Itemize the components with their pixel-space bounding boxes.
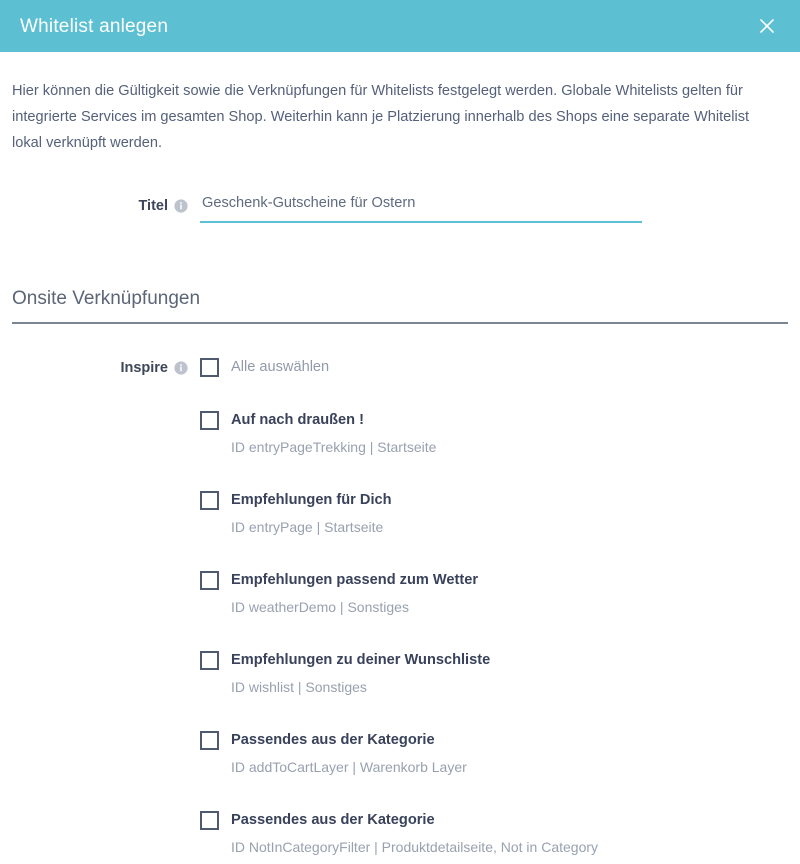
select-all-checkbox[interactable] <box>200 358 219 377</box>
list-item <box>200 570 788 617</box>
list-item-row[interactable] <box>200 490 788 510</box>
item-checkbox[interactable] <box>200 411 219 430</box>
inspire-label-text: Inspire <box>120 360 168 376</box>
list-item <box>200 410 788 457</box>
item-checkbox[interactable] <box>200 811 219 830</box>
item-checkbox[interactable] <box>200 571 219 590</box>
list-item-row[interactable] <box>200 650 788 670</box>
list-item <box>200 650 788 697</box>
section-divider <box>12 322 788 324</box>
inspire-checkbox-list <box>200 357 788 857</box>
item-checkbox[interactable] <box>200 731 219 750</box>
info-icon[interactable] <box>174 199 188 213</box>
item-label: Empfehlungen für Dich <box>231 492 392 508</box>
item-label: Empfehlungen zu deiner Wunschliste <box>231 652 491 668</box>
list-item <box>200 810 788 857</box>
title-field-label <box>12 192 200 219</box>
item-label: Empfehlungen passend zum Wetter <box>231 572 479 588</box>
item-meta: ID wishlist | Sonstiges <box>231 679 367 695</box>
modal-body <box>0 52 800 857</box>
select-all-label: Alle auswählen <box>231 359 330 375</box>
list-item-row[interactable] <box>200 810 788 830</box>
close-icon[interactable] <box>752 11 782 41</box>
intro-description: Hier können die Gültigkeit sowie die Verknüpfungen für Whitelists festgelegt werden. Globale Whitelists gelten für integrierte Services im gesamten Shop. Weiterhin kann je Platzierung innerhalb des Shops eine separate Whitelist lokal verknüpft werden. <box>12 83 750 151</box>
onsite-links-section <box>12 287 788 857</box>
item-label: Passendes aus der Kategorie <box>231 812 435 828</box>
item-meta: ID weatherDemo | Sonstiges <box>231 599 409 615</box>
inspire-group <box>12 357 788 857</box>
item-meta: ID entryPage | Startseite <box>231 519 384 535</box>
title-input[interactable] <box>200 192 642 223</box>
list-item-row[interactable] <box>200 410 788 430</box>
item-meta: ID addToCartLayer | Warenkorb Layer <box>231 759 467 775</box>
modal-title: Whitelist anlegen <box>20 15 169 37</box>
list-item <box>200 490 788 537</box>
item-meta: ID NotInCategoryFilter | Produktdetailseite, Not in Category <box>231 839 599 855</box>
section-heading: Onsite Verknüpfungen <box>12 288 201 309</box>
select-all-row[interactable] <box>200 357 788 377</box>
title-field-row <box>12 192 788 223</box>
list-item <box>200 730 788 777</box>
item-label: Passendes aus der Kategorie <box>231 732 435 748</box>
info-icon[interactable] <box>174 361 188 375</box>
item-checkbox[interactable] <box>200 491 219 510</box>
item-label: Auf nach draußen ! <box>231 412 364 428</box>
list-item-row[interactable] <box>200 730 788 750</box>
inspire-group-label <box>12 357 200 378</box>
title-label-text: Titel <box>138 198 168 214</box>
list-item-row[interactable] <box>200 570 788 590</box>
item-checkbox[interactable] <box>200 651 219 670</box>
modal-header <box>0 0 800 52</box>
item-meta: ID entryPageTrekking | Startseite <box>231 439 437 455</box>
